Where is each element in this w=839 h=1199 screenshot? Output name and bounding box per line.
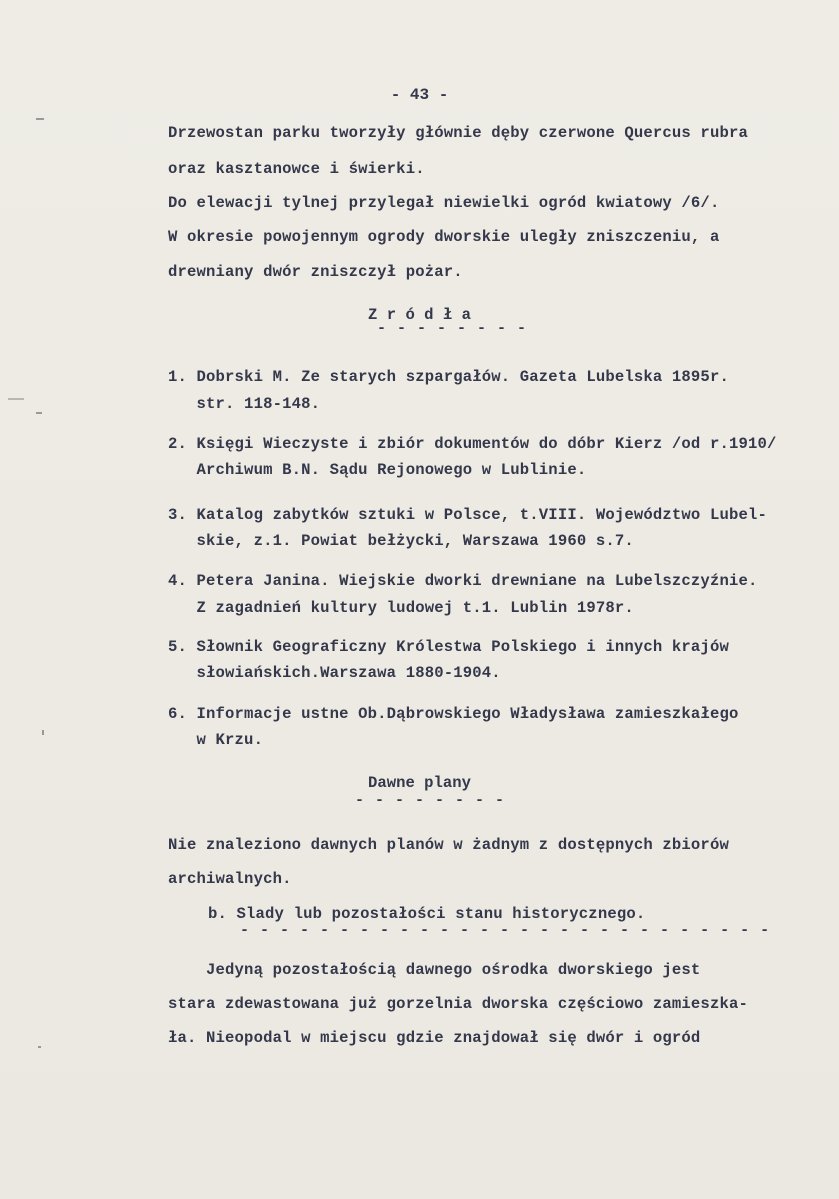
closing-line-1: Jedyną pozostałością dawnego ośrodka dworskiego jest [168, 961, 701, 979]
source-6-line-2: w Krzu. [168, 731, 264, 749]
source-2-line-2: Archiwum B.N. Sądu Rejonowego w Lublinie. [168, 461, 587, 479]
plans-text-line-1: Nie znaleziono dawnych planów w żadnym z dostępnych zbiorów [168, 836, 729, 854]
plans-underline: - - - - - - - - [355, 792, 506, 809]
intro-line-5: drewniany dwór zniszczył pożar. [168, 263, 463, 281]
closing-line-2: stara zdewastowana już gorzelnia dworska częściowo zamieszka- [168, 995, 748, 1013]
closing-line-3: ła. Nieopodal w miejscu gdzie znajdował się dwór i ogród [168, 1029, 701, 1047]
sources-underline: - - - - - - - - [377, 320, 528, 337]
plans-heading: Dawne plany [368, 774, 471, 792]
source-3-line-1: 3. Katalog zabytków sztuki w Polsce, t.VIII. Województwo Lubel- [168, 506, 767, 524]
intro-line-3: Do elewacji tylnej przylegał niewielki ogród kwiatowy /6/. [168, 194, 720, 212]
source-4-line-2: Z zagadnień kultury ludowej t.1. Lublin 1978r. [168, 599, 634, 617]
section-b-heading: b. Slady lub pozostałości stanu historycznego. [208, 905, 646, 923]
source-5-line-2: słowiańskich.Warszawa 1880-1904. [168, 664, 501, 682]
source-3-line-2: skie, z.1. Powiat bełżycki, Warszawa 1960 s.7. [168, 532, 634, 550]
source-6-line-1: 6. Informacje ustne Ob.Dąbrowskiego Władysława zamieszkałego [168, 705, 739, 723]
source-4-line-1: 4. Petera Janina. Wiejskie dworki drewniane na Lubelszczyźnie. [168, 572, 758, 590]
plans-text-line-2: archiwalnych. [168, 870, 292, 888]
page-number: - 43 - [390, 86, 449, 104]
intro-line-1: Drzewostan parku tworzyły głównie dęby czerwone Quercus rubra [168, 124, 748, 142]
intro-line-4: W okresie powojennym ogrody dworskie uległy zniszczeniu, a [168, 228, 720, 246]
source-5-line-1: 5. Słownik Geograficzny Królestwa Polskiego i innych krajów [168, 638, 729, 656]
source-1-line-1: 1. Dobrski M. Ze starych szpargałów. Gazeta Lubelska 1895r. [168, 368, 729, 386]
section-b-underline: - - - - - - - - - - - - - - - - - - - - - - - - - - - [240, 922, 771, 939]
sources-heading: Z r ó d ł a [368, 306, 471, 324]
source-2-line-1: 2. Księgi Wieczyste i zbiór dokumentów do dóbr Kierz /od r.1910/ [168, 435, 777, 453]
intro-line-2: oraz kasztanowce i świerki. [168, 160, 425, 178]
source-1-line-2: str. 118-148. [168, 395, 321, 413]
